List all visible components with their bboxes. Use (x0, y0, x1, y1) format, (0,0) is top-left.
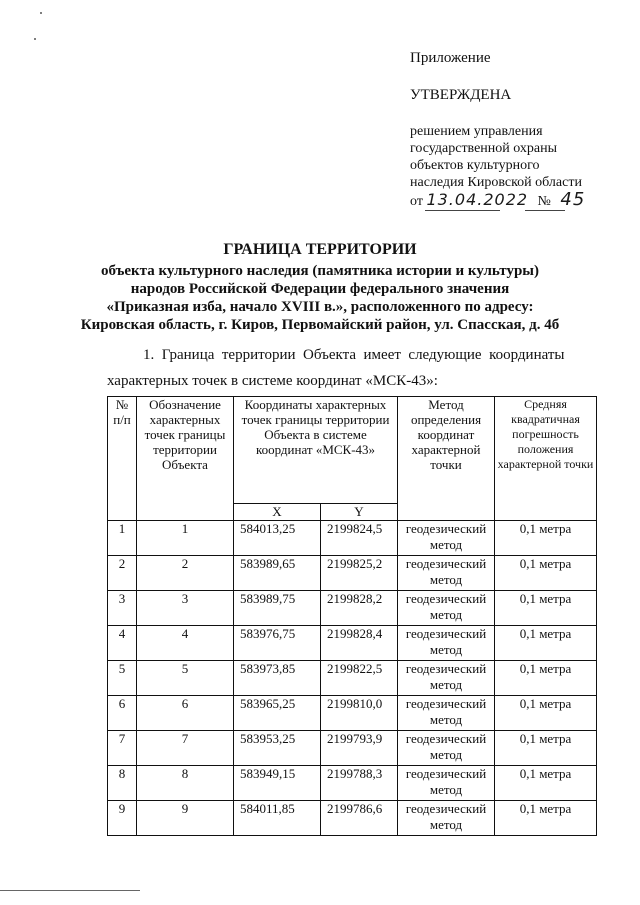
method-cell: геодезический метод (398, 766, 495, 801)
scan-speck (40, 12, 42, 14)
number-sign: № (537, 194, 551, 209)
coord-y: 2199825,2 (321, 556, 398, 591)
error-cell: 0,1 метра (495, 696, 597, 731)
footnote-separator (0, 890, 140, 891)
title-line-2: народов Российской Федерации федерального значения (130, 281, 510, 297)
handwritten-date: 13.04.2022 (426, 190, 529, 209)
row-number: 7 (108, 731, 137, 766)
coord-y: 2199788,3 (321, 766, 398, 801)
method-cell: геодезический метод (398, 556, 495, 591)
point-designation: 9 (137, 801, 234, 836)
title-line-1: объекта культурного наследия (памятника истории и культуры) (100, 263, 539, 279)
error-cell: 0,1 метра (495, 556, 597, 591)
document-title: ГРАНИЦА ТЕРРИТОРИИ (223, 241, 417, 258)
coord-y: 2199828,4 (321, 626, 398, 661)
coord-y: 2199810,0 (321, 696, 398, 731)
method-cell: геодезический метод (398, 731, 495, 766)
intro-line-1: 1. Граница территории Объекта имеет следующие координаты (143, 347, 565, 363)
header-error: Средняя квадратичная погрешность положения характерной точки (495, 397, 597, 521)
coordinates-table (107, 396, 597, 836)
coord-x: 583989,65 (234, 556, 321, 591)
table-row (108, 766, 597, 801)
error-cell: 0,1 метра (495, 521, 597, 556)
error-cell: 0,1 метра (495, 591, 597, 626)
date-prefix: от (410, 194, 423, 209)
row-number: 5 (108, 661, 137, 696)
handwritten-number: 45 (560, 189, 586, 210)
method-cell: геодезический метод (398, 591, 495, 626)
table-row (108, 731, 597, 766)
coord-x: 583989,75 (234, 591, 321, 626)
method-cell: геодезический метод (398, 521, 495, 556)
table-row (108, 521, 597, 556)
header-num: № п/п (108, 397, 137, 521)
error-cell: 0,1 метра (495, 801, 597, 836)
coord-y: 2199828,2 (321, 591, 398, 626)
row-number: 8 (108, 766, 137, 801)
header-method: Метод определения координат характерной точки (398, 397, 495, 521)
row-number: 9 (108, 801, 137, 836)
point-designation: 8 (137, 766, 234, 801)
error-cell: 0,1 метра (495, 626, 597, 661)
coord-y: 2199786,6 (321, 801, 398, 836)
table-row (108, 591, 597, 626)
decision-line-4: наследия Кировской области (410, 175, 582, 190)
point-designation: 2 (137, 556, 234, 591)
coord-x: 583976,75 (234, 626, 321, 661)
title-line-4: Кировская область, г. Киров, Первомайский район, ул. Спасская, д. 4б (80, 317, 560, 333)
point-designation: 5 (137, 661, 234, 696)
decision-line-2: государственной охраны (410, 141, 558, 156)
coord-x: 583973,85 (234, 661, 321, 696)
coord-x: 583953,25 (234, 731, 321, 766)
method-cell: геодезический метод (398, 696, 495, 731)
decision-line-1: решением управления (410, 124, 543, 139)
header-x: X (234, 504, 321, 521)
method-cell: геодезический метод (398, 661, 495, 696)
error-cell: 0,1 метра (495, 661, 597, 696)
table-row (108, 626, 597, 661)
decision-line-3: объектов культурного (410, 158, 540, 173)
table-row (108, 661, 597, 696)
coord-x: 584013,25 (234, 521, 321, 556)
point-designation: 4 (137, 626, 234, 661)
row-number: 2 (108, 556, 137, 591)
coord-y: 2199824,5 (321, 521, 398, 556)
point-designation: 6 (137, 696, 234, 731)
table-row (108, 801, 597, 836)
row-number: 6 (108, 696, 137, 731)
header-y: Y (321, 504, 398, 521)
row-number: 4 (108, 626, 137, 661)
error-cell: 0,1 метра (495, 731, 597, 766)
header-coordinates: Координаты характерных точек границы территории Объекта в системе координат «МСК-43» (234, 397, 398, 504)
header-designation: Обозначение характерных точек границы территории Объекта (137, 397, 234, 521)
point-designation: 1 (137, 521, 234, 556)
coord-x: 583965,25 (234, 696, 321, 731)
row-number: 3 (108, 591, 137, 626)
scan-speck (34, 38, 36, 40)
coord-x: 584011,85 (234, 801, 321, 836)
method-cell: геодезический метод (398, 626, 495, 661)
date-line (410, 189, 586, 210)
date-underline (425, 210, 500, 211)
error-cell: 0,1 метра (495, 766, 597, 801)
coord-x: 583949,15 (234, 766, 321, 801)
intro-line-2: характерных точек в системе координат «МСК-43»: (107, 373, 438, 389)
method-cell: геодезический метод (398, 801, 495, 836)
row-number: 1 (108, 521, 137, 556)
table-row (108, 556, 597, 591)
point-designation: 7 (137, 731, 234, 766)
number-underline (525, 210, 565, 211)
point-designation: 3 (137, 591, 234, 626)
title-line-3: «Приказная изба, начало XVIII в.», расположенного по адресу: (106, 299, 534, 315)
approved-label: УТВЕРЖДЕНА (410, 87, 512, 103)
table-row (108, 696, 597, 731)
coord-y: 2199822,5 (321, 661, 398, 696)
appendix-label: Приложение (410, 50, 491, 66)
coord-y: 2199793,9 (321, 731, 398, 766)
